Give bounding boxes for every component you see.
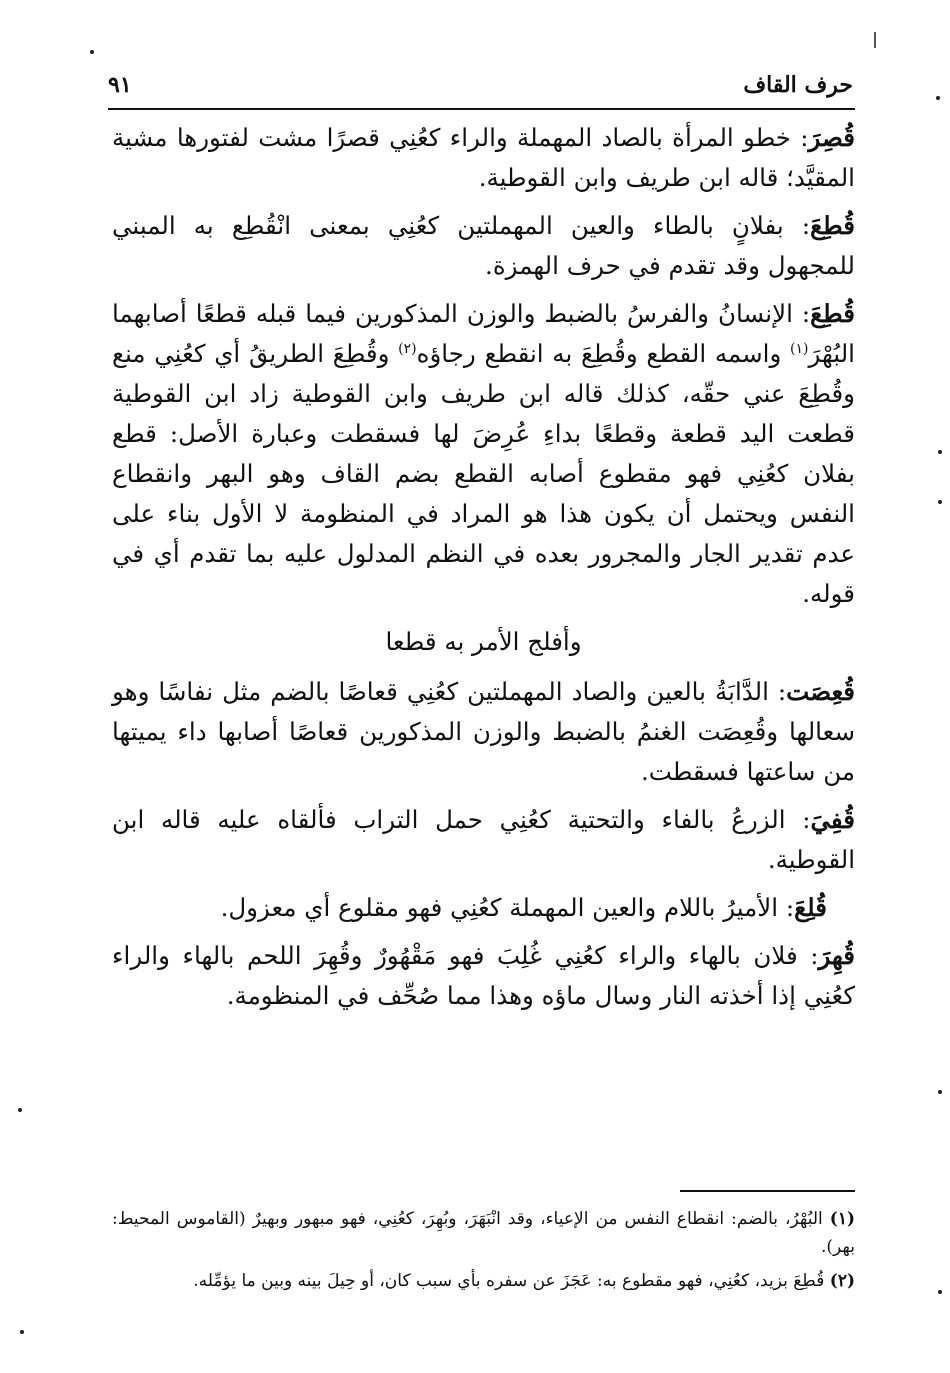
entry-definition-part-c: وقُطِعَ الطريقُ أي كعُنِي منع وقُطِعَ عني حقّه، كذلك قاله ابن طريف وابن القوطية زاد ابن القوطية قطعت اليد قطعة وقطعًا بداءِ عُرِضَ لها فسقطت وعبارة الأصل: قطع بفلان كعُنِي فهو مقطوع أصابه القطع بضم القاف وهو البهر وانقطاع النفس ويحتمل أن يكون هذا هو المراد في المنظومة لا الأول بناء على عدم تقدير الجار والمجرور بعده في النظم المدلول عليه بما تقدم أي في قوله. bbox=[112, 339, 855, 608]
entry-qulia bbox=[112, 888, 855, 928]
entry-definition-part-a: : الإنسانُ والفرسُ بالضبط والوزن المذكورين فيما قبله قطعًا أصابهما البُهْرَ bbox=[112, 299, 855, 368]
scan-mark bbox=[874, 32, 876, 48]
scan-dot bbox=[938, 1290, 942, 1294]
footnote-rule bbox=[680, 1190, 855, 1192]
main-text bbox=[112, 118, 855, 1024]
scan-dot bbox=[938, 450, 942, 454]
entry-definition: : الدَّابَةُ بالعين والصاد المهملتين كعُنِي قعاصًا بالضم مثل نفاسًا وهو سعالها وقُعِصَت الغنمُ بالضبط والوزن المذكورين قعاصًا أصابها داء يميتها من ساعتها فسقطت. bbox=[112, 677, 855, 786]
footnotes bbox=[112, 1205, 855, 1301]
entry-quhira bbox=[112, 936, 855, 1016]
entry-definition: : فلان بالهاء والراء كعُنِي غُلِبَ فهو مَقْهُورٌ وقُهِرَ اللحم بالهاء والراء كعُنِي إذا أخذته النار وسال ماؤه وهذا مما صُحِّف في المنظومة. bbox=[112, 941, 855, 1010]
entry-definition: : الأميرُ باللام والعين المهملة كعُنِي فهو مقلوع أي معزول. bbox=[220, 893, 795, 922]
entry-headword: قُلِعَ bbox=[794, 893, 827, 922]
entry-definition-part-b: واسمه القطع وقُطِعَ به انقطع رجاؤه bbox=[416, 339, 791, 368]
entry-qufiya bbox=[112, 800, 855, 880]
entry-definition: : الزرعُ بالفاء والتحتية كعُنِي حمل التراب فألقاه عليه قاله ابن القوطية. bbox=[112, 805, 855, 874]
page-number: ٩١ bbox=[108, 72, 132, 98]
entry-headword: قُفِيَ bbox=[810, 805, 855, 834]
chapter-title: حرف القاف bbox=[743, 72, 853, 98]
entry-headword: قُهِرَ bbox=[818, 941, 855, 970]
scan-dot bbox=[936, 96, 940, 100]
scan-dot bbox=[938, 1090, 942, 1094]
entry-definition: : خطو المرأة بالصاد المهملة والراء كعُنِي قصرًا مشت لفتورها مشية المقيَّد؛ قاله ابن طريف وابن القوطية. bbox=[112, 123, 855, 192]
footnote-2 bbox=[112, 1267, 855, 1295]
footnote-ref-2[interactable]: (٢) bbox=[398, 340, 417, 357]
footnote-ref-1[interactable]: (١) bbox=[790, 340, 809, 357]
entry-qusira bbox=[112, 118, 855, 198]
entry-qutia-2 bbox=[112, 294, 855, 614]
page-header bbox=[108, 68, 853, 102]
footnote-text: قُطِعَ بزيد، كعُنِي، فهو مقطوع به: عَجَزَ عن سفره بأي سبب كان، أو حِيلَ بينه وبين ما يؤمِّله. bbox=[193, 1271, 825, 1291]
entry-definition: : بفلانٍ بالطاء والعين المهملتين كعُنِي بمعنى انْقُطِع به المبني للمجهول وقد تقدم في حرف الهمزة. bbox=[112, 211, 855, 280]
scan-dot bbox=[90, 50, 94, 54]
entry-headword: قُطِعَ bbox=[810, 299, 855, 328]
footnote-number: (١) bbox=[829, 1209, 856, 1229]
entry-quisat bbox=[112, 672, 855, 792]
footnote-number: (٢) bbox=[829, 1271, 855, 1291]
header-rule bbox=[108, 108, 855, 110]
entry-headword: قُطِعَ bbox=[810, 211, 855, 240]
entry-qutia-1 bbox=[112, 206, 855, 286]
footnote-text: البُهْرُ، بالضم: انقطاع النفس من الإعياء، وقد انْبَهَرَ، وبُهِرَ، كعُنِي، فهو مبهور وبهيرٌ (القاموس المحيط: بهر). bbox=[112, 1209, 855, 1257]
footnote-1 bbox=[112, 1205, 855, 1261]
entry-headword: قُصِرَ bbox=[808, 123, 855, 152]
scan-dot bbox=[18, 1108, 22, 1112]
entry-headword: قُعِصَت bbox=[786, 677, 855, 706]
scan-dot bbox=[20, 1330, 24, 1334]
scan-dot bbox=[938, 500, 942, 504]
verse-line: وأفلج الأمر به قطعا bbox=[385, 627, 582, 656]
